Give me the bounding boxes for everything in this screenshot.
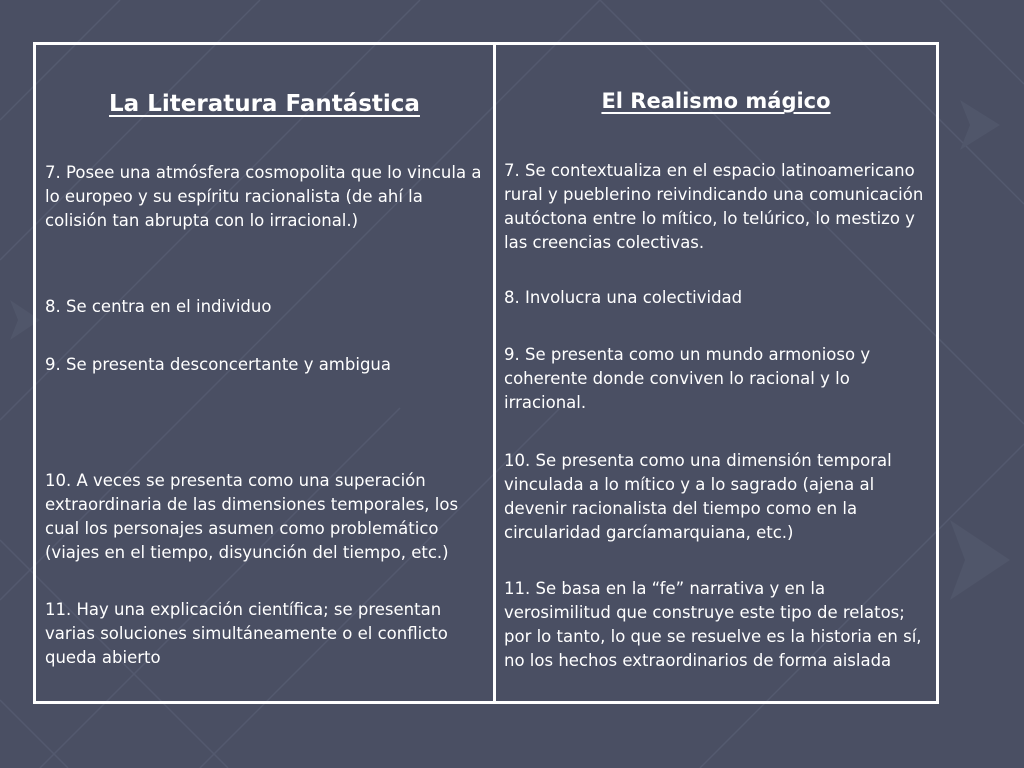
comparison-table [33, 42, 939, 704]
right-column-title: El Realismo mágico [601, 89, 831, 113]
left-item-10: 10. A veces se presenta como una superación extraordinaria de las dimensiones temporales, los cual los personajes asumen como problemático (viajes en el tiempo, disyunción del tiempo, etc.) [45, 471, 459, 562]
left-column-title: La Literatura Fantástica [109, 91, 420, 117]
left-item-8: 8. Se centra en el individuo [45, 297, 272, 316]
right-item-10: 10. Se presenta como una dimensión temporal vinculada a lo mítico y a lo sagrado (ajena al devenir racionalista del tiempo como en la circularidad garcíamarquiana, etc.) [504, 451, 892, 542]
right-item-7: 7. Se contextualiza en el espacio latinoamericano rural y pueblerino reivindicando una comunicación autóctona entre lo mítico, lo telúrico, lo mestizo y las creencias colectivas. [504, 161, 924, 252]
realismo-magico-column [496, 45, 936, 701]
literatura-fantastica-column [36, 45, 496, 701]
left-item-7: 7. Posee una atmósfera cosmopolita que lo vincula a lo europeo y su espíritu racionalista (de ahí la colisión tan abrupta con lo irracional.) [45, 163, 482, 230]
right-item-9: 9. Se presenta como un mundo armonioso y coherente donde conviven lo racional y lo irracional. [504, 345, 871, 412]
left-item-9: 9. Se presenta desconcertante y ambigua [45, 355, 391, 374]
right-item-11: 11. Se basa en la “fe” narrativa y en la verosimilitud que construye este tipo de relatos; por lo tanto, lo que se resuelve es la historia en sí, no los hechos extraordinarios de forma aislada [504, 579, 922, 670]
left-item-11: 11. Hay una explicación científica; se presentan varias soluciones simultáneamente o el conflicto queda abierto [45, 600, 448, 667]
right-item-8: 8. Involucra una colectividad [504, 288, 743, 307]
